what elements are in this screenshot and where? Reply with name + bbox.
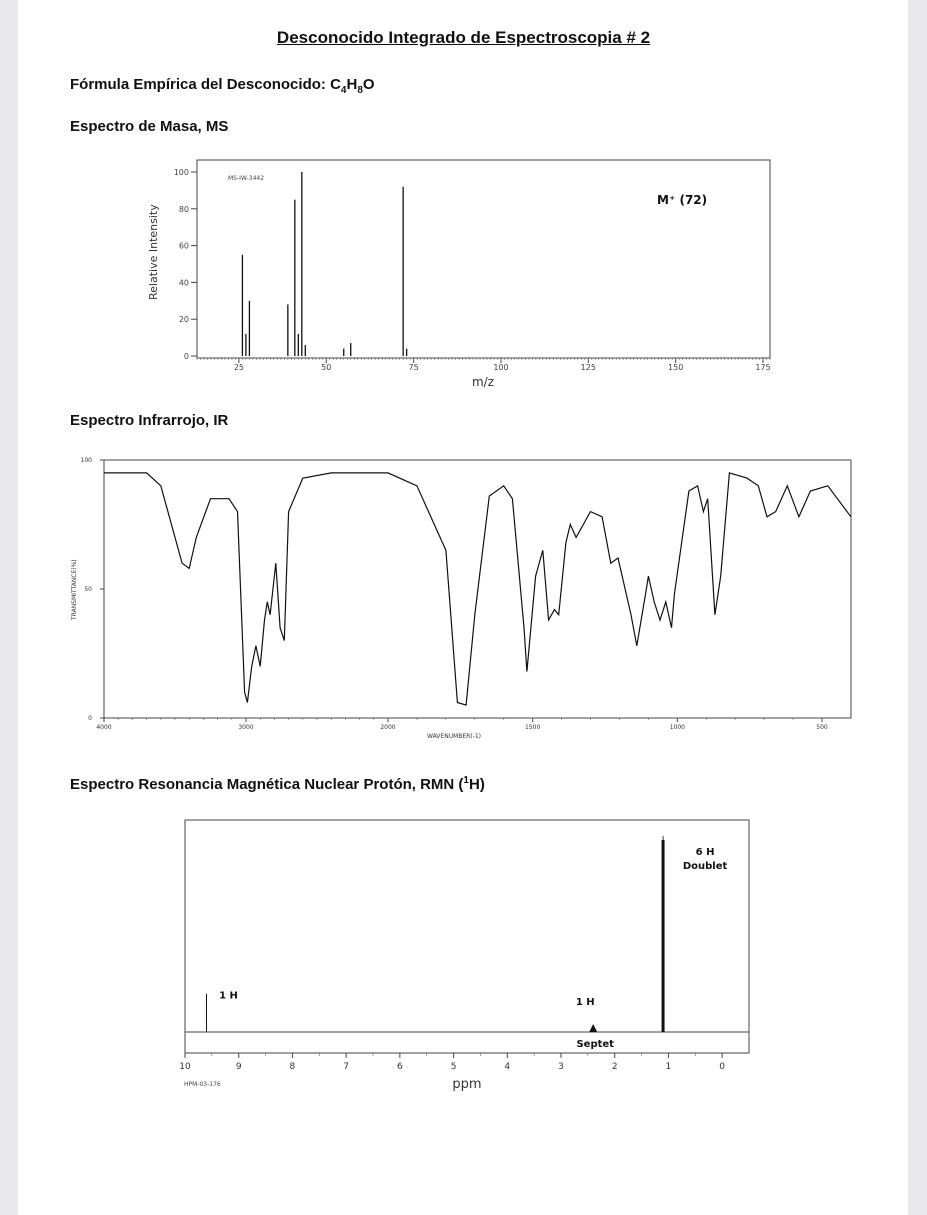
nmr-x-tick-label: 1 [665, 1062, 672, 1072]
ms-y-tick-label: 80 [178, 204, 189, 214]
nmr-x-tick-label: 0 [719, 1062, 726, 1072]
ms-y-tick-label: 20 [178, 315, 189, 325]
ir-x-tick-label: 1000 [669, 724, 685, 731]
ms-x-tick-label: 100 [493, 363, 509, 372]
ir-x-tick-label: 4000 [96, 724, 112, 731]
ir-x-tick-label: 3000 [238, 724, 254, 731]
ms-y-tick-label: 60 [178, 241, 189, 251]
ms-y-tick-label: 40 [178, 278, 189, 288]
nmr-x-tick-label: 3 [558, 1062, 564, 1072]
ms-id-label: MS-IW-3442 [228, 175, 265, 182]
ms-annotation: M⁺ (72) [657, 193, 708, 207]
ms-x-tick-label: 50 [321, 363, 332, 372]
ir-y-tick-label: 100 [80, 457, 92, 464]
nmr-x-tick-label: 7 [343, 1062, 350, 1072]
ir-xlabel: WAVENUMBER(-1) [426, 733, 482, 740]
nmr-multiplicity-label: Septet [576, 1039, 614, 1050]
document-title: Desconocido Integrado de Espectroscopia # 2 [276, 28, 651, 47]
nmr-x-tick-label: 10 [179, 1062, 191, 1072]
ms-x-tick-label: 175 [755, 363, 771, 372]
ir-y-tick-label: 0 [88, 715, 92, 722]
nmr-x-tick-label: 9 [235, 1062, 242, 1072]
nmr-integral-label: 1 H [219, 990, 238, 1002]
nmr-peak [662, 840, 665, 1032]
nmr-x-tick-label: 2 [611, 1062, 618, 1072]
ir-heading: Espectro Infrarrojo, IR [70, 412, 229, 429]
nmr-x-tick-label: 6 [396, 1062, 403, 1072]
nmr-x-tick-label: 4 [504, 1062, 511, 1072]
ir-x-tick-label: 2000 [380, 724, 396, 731]
nmr-xlabel: ppm [452, 1077, 482, 1092]
ir-x-tick-label: 1500 [525, 724, 541, 731]
ms-xlabel: m/z [471, 375, 495, 389]
nmr-x-tick-label: 8 [289, 1062, 296, 1072]
nmr-integral-label: 6 H [695, 847, 715, 858]
ms-x-tick-label: 25 [233, 363, 245, 372]
nmr-heading: Espectro Resonancia Magnética Nuclear Protón, RMN ($^1$H) [70, 775, 485, 793]
ms-x-tick-label: 150 [668, 363, 684, 372]
nmr-multiplicity-label: Doublet [682, 861, 728, 872]
nmr-x-tick-label: 5 [450, 1062, 457, 1072]
ms-x-tick-label: 75 [408, 363, 419, 372]
ir-y-tick-label: 50 [84, 586, 92, 593]
ir-x-tick-label: 500 [816, 724, 828, 731]
formula-label: Fórmula Empírica del Desconocido: $C_4H_8O$ [70, 76, 375, 96]
ms-ylabel: Relative Intensity [147, 204, 160, 300]
ms-heading: Espectro de Masa, MS [70, 118, 229, 135]
nmr-id-label: HPM-03-176 [184, 1081, 221, 1088]
ir-ylabel: TRANSMITTANCE(%) [71, 559, 78, 620]
nmr-integral-label: 1 H [575, 997, 595, 1008]
ms-x-tick-label: 125 [580, 363, 596, 372]
nmr-peak [589, 1024, 597, 1032]
ms-y-tick-label: 0 [183, 352, 189, 361]
ms-y-tick-label: 100 [173, 168, 189, 177]
